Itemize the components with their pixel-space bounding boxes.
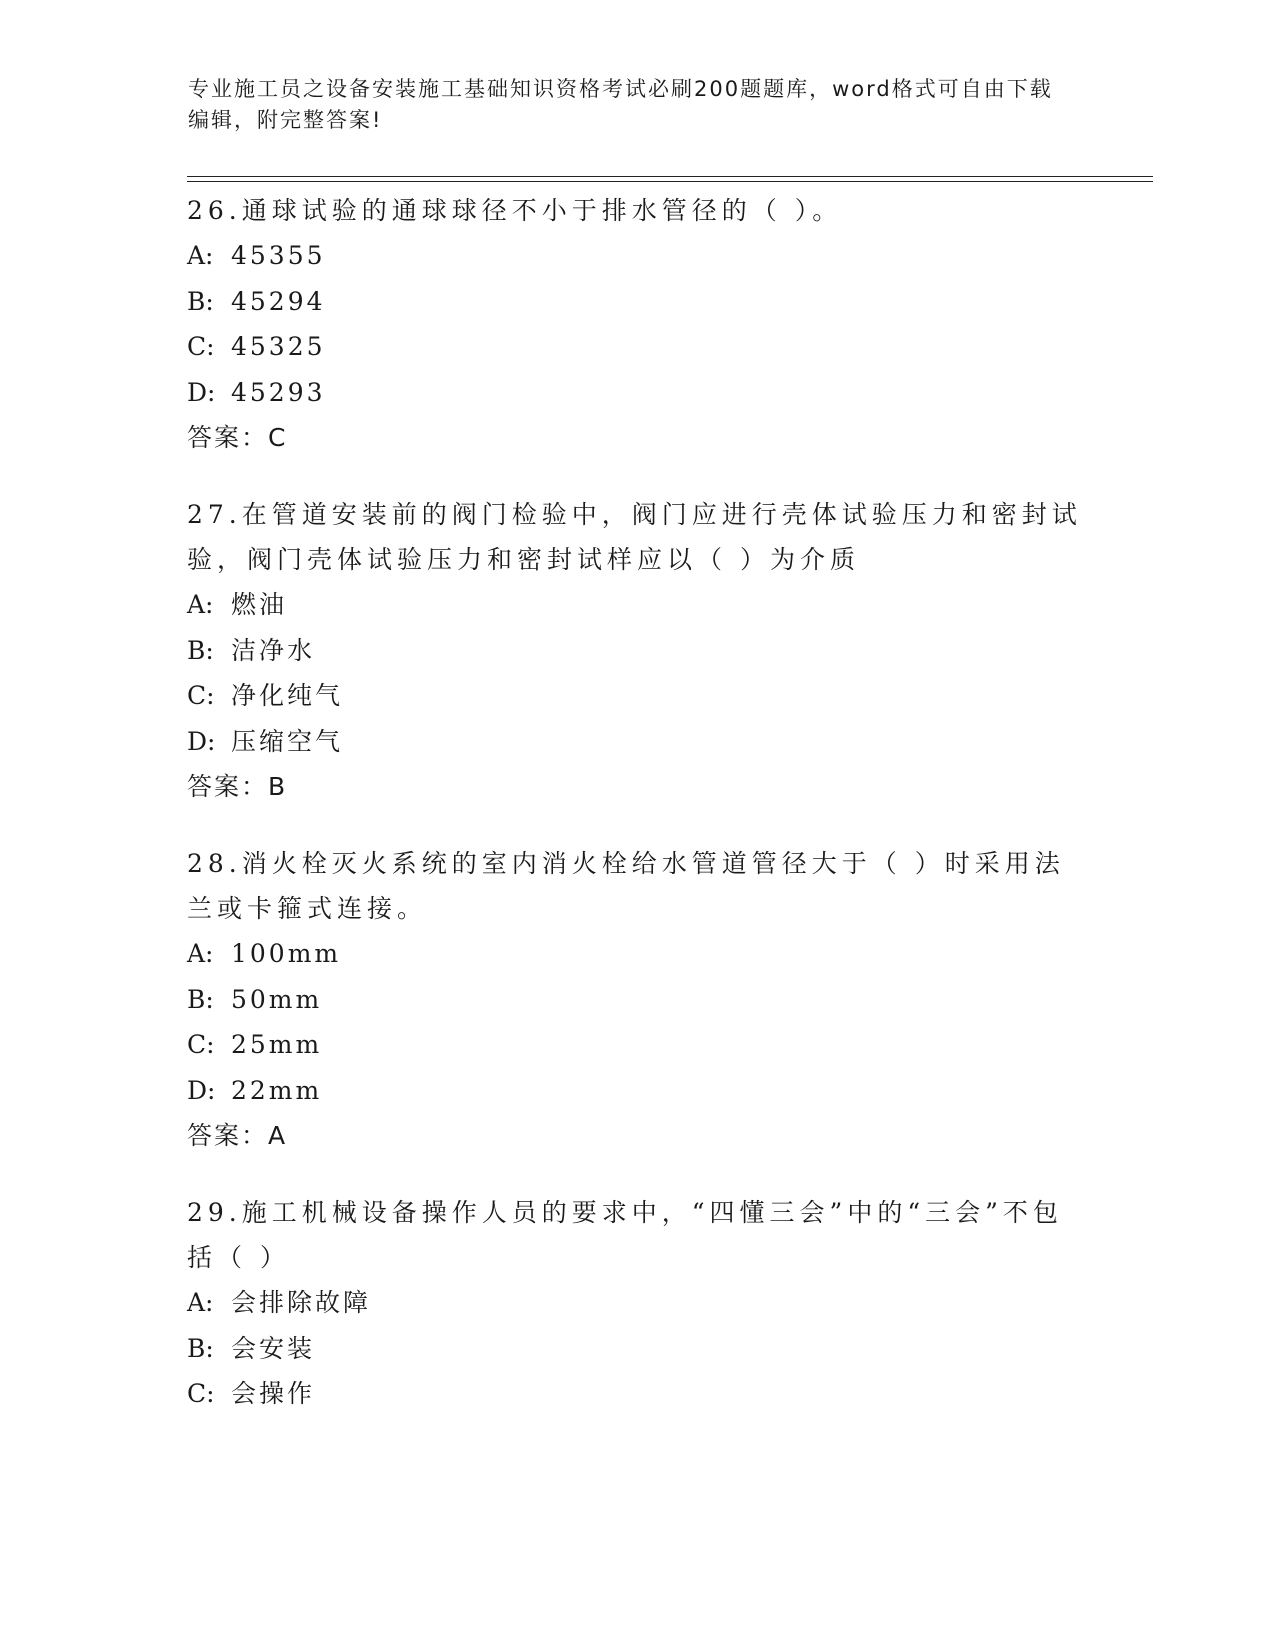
option-c (187, 324, 1087, 370)
option-text: 45293 (231, 377, 326, 407)
option-text: 净化纯气 (231, 681, 344, 710)
option-text: 会安装 (231, 1333, 316, 1363)
option-text: 45355 (231, 241, 326, 270)
option-c (187, 1371, 1087, 1417)
question-list (187, 188, 1087, 1449)
header-divider-top (187, 176, 1153, 177)
option-d (187, 719, 1087, 765)
option-c (187, 673, 1087, 719)
option-a (187, 1280, 1087, 1326)
header-divider-bottom (187, 181, 1153, 182)
question-27 (187, 492, 1087, 809)
option-a (187, 931, 1087, 977)
question-text: 26.通球试验的通球球径不小于排水管径的（ ）。 (187, 196, 843, 225)
option-text: 100mm (231, 939, 342, 968)
question-text: 29.施工机械设备操作人员的要求中，“四懂三会”中的“三会”不包括（ ） (187, 1198, 1063, 1272)
option-a (187, 233, 1087, 279)
option-letter: A: (187, 241, 214, 270)
option-text: 洁净水 (231, 635, 316, 665)
option-letter: B: (187, 984, 214, 1014)
option-text: 25mm (231, 1030, 323, 1059)
option-a (187, 582, 1087, 628)
option-letter: A: (187, 590, 214, 619)
option-letter: D: (187, 377, 216, 407)
option-text: 压缩空气 (231, 726, 344, 756)
option-letter: C: (187, 681, 215, 710)
option-b (187, 628, 1087, 674)
option-letter: C: (187, 332, 215, 361)
option-text: 50mm (231, 984, 323, 1014)
option-d (187, 370, 1087, 416)
option-text: 燃油 (231, 590, 288, 619)
option-letter: B: (187, 635, 214, 665)
option-text: 45325 (231, 332, 326, 361)
option-letter: C: (187, 1030, 215, 1059)
option-d (187, 1068, 1087, 1114)
question-text: 28.消火栓灭火系统的室内消火栓给水管道管径大于（ ）时采用法兰或卡箍式连接。 (187, 849, 1065, 923)
option-text: 45294 (231, 286, 326, 316)
answer-text: 答案：C (187, 423, 288, 452)
option-letter: D: (187, 726, 216, 756)
option-text: 会操作 (231, 1379, 316, 1408)
question-text: 27.在管道安装前的阀门检验中，阀门应进行壳体试验压力和密封试验，阀门壳体试验压力和密封试样应以（ ）为介质 (187, 500, 1082, 574)
option-b (187, 1326, 1087, 1372)
option-letter: D: (187, 1075, 216, 1105)
question-28 (187, 841, 1087, 1158)
answer-text: 答案：A (187, 1121, 288, 1150)
question-26 (187, 188, 1087, 460)
option-b (187, 279, 1087, 325)
option-letter: B: (187, 286, 214, 316)
option-b (187, 977, 1087, 1023)
question-29 (187, 1190, 1087, 1417)
option-text: 会排除故障 (231, 1288, 372, 1317)
option-c (187, 1022, 1087, 1068)
option-letter: A: (187, 939, 214, 968)
option-letter: C: (187, 1379, 215, 1408)
answer-text: 答案：B (187, 772, 288, 801)
option-letter: A: (187, 1288, 214, 1317)
option-letter: B: (187, 1333, 214, 1363)
option-text: 22mm (231, 1075, 323, 1105)
document-title: 专业施工员之设备安装施工基础知识资格考试必刷200题题库，word格式可自由下载编辑，附完整答案! (188, 77, 1053, 132)
